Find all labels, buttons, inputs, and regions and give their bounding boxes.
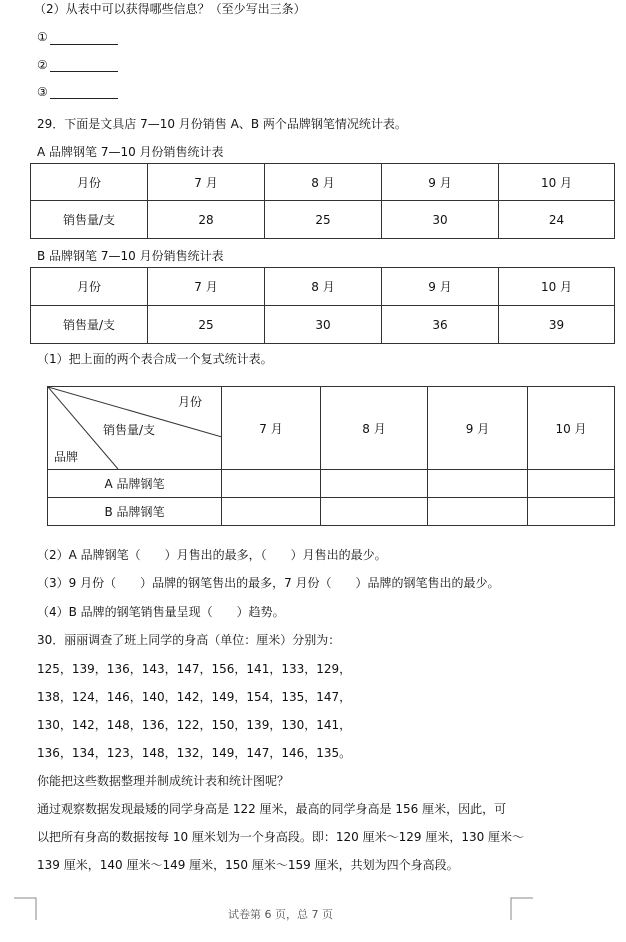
table-b-value-cell: 25 [148,306,265,344]
answer-marker-3: ③ [37,85,48,99]
height-data-line: 138，124，146，140，142，149，154，135，147， [37,690,352,704]
table-b-header-cell: 月份 [31,268,148,306]
compound-month-cell: 8 月 [321,387,428,470]
answer-line-3[interactable] [50,98,118,99]
corner-label-month: 月份 [178,395,203,409]
table-b-header-cell: 8 月 [265,268,382,306]
table-a-value-cell: 25 [265,201,382,239]
compound-empty-cell[interactable] [321,498,428,526]
table-a-header-cell: 月份 [31,164,148,201]
compound-empty-cell[interactable] [528,498,615,526]
table-b-title: B 品牌钢笔 7—10 月份销售统计表 [37,249,224,263]
compound-empty-cell[interactable] [428,498,528,526]
q28-sub2-prompt: （2）从表中可以获得哪些信息？（至少写出三条） [34,2,306,16]
q30-explain-line: 139 厘米，140 厘米～149 厘米，150 厘米～159 厘米，共划为四个身高段。 [37,858,459,872]
compound-empty-cell[interactable] [428,470,528,498]
table-b-row-label: 销售量/支 [31,306,148,344]
table-a-header-cell: 7 月 [148,164,265,201]
compound-empty-cell[interactable] [321,470,428,498]
table-b-header-row [31,268,615,306]
answer-line-1[interactable] [50,44,118,45]
page-number: 试卷第 6 页，总 7 页 [228,908,333,921]
answer-marker-2: ② [37,58,48,72]
height-data-line: 125，139，136，143，147，156，141，133，129， [37,662,352,676]
table-a-header-row [31,164,615,201]
table-a-title: A 品牌钢笔 7—10 月份销售统计表 [37,145,224,159]
q30-explain-line: 通过观察数据发现最矮的同学身高是 122 厘米，最高的同学身高是 156 厘米，因此，可 [37,802,507,816]
q29-sub2: （2）A 品牌钢笔（ ）月售出的最多，（ ）月售出的最少。 [37,548,387,562]
height-data-line: 136，134，123，148，132，149，147，146，135。 [37,746,352,760]
compound-row-label-b: B 品牌钢笔 [48,498,222,526]
q29-sub3: （3）9 月份（ ）品牌的钢笔售出的最多，7 月份（ ）品牌的钢笔售出的最少。 [37,576,500,590]
answer-marker-1: ① [37,30,48,44]
compound-month-cell: 10 月 [528,387,615,470]
table-b-data-row [31,306,615,344]
table-a-data-row [31,201,615,239]
corner-label-brand: 品牌 [54,450,79,464]
compound-month-cell: 7 月 [222,387,321,470]
compound-header-row [48,387,615,470]
table-a [30,163,615,239]
footer-corner-mark-right [509,896,533,920]
table-a-row-label: 销售量/支 [31,201,148,239]
q30-explain-line: 以把所有身高的数据按每 10 厘米划为一个身高段。即：120 厘米～129 厘米，130 厘米～ [37,830,525,844]
height-data-line: 130，142，148，136，122，150，139，130，141， [37,718,352,732]
table-b-value-cell: 30 [265,306,382,344]
compound-month-cell: 9 月 [428,387,528,470]
compound-row-b [48,498,615,526]
compound-empty-cell[interactable] [222,498,321,526]
footer-corner-mark-left [14,896,38,920]
table-b-value-cell: 39 [499,306,615,344]
compound-row-a [48,470,615,498]
compound-corner-cell [48,387,222,470]
table-a-header-cell: 8 月 [265,164,382,201]
table-a-value-cell: 24 [499,201,615,239]
q30-intro: 30．丽丽调查了班上同学的身高（单位：厘米）分别为： [37,633,341,647]
q30-question: 你能把这些数据整理并制成统计表和统计图呢？ [37,774,290,788]
table-b-value-cell: 36 [382,306,499,344]
table-a-value-cell: 28 [148,201,265,239]
table-b [30,267,615,344]
compound-empty-cell[interactable] [222,470,321,498]
table-a-header-cell: 10 月 [499,164,615,201]
compound-empty-cell[interactable] [528,470,615,498]
table-a-value-cell: 30 [382,201,499,239]
answer-line-2[interactable] [50,71,118,72]
q29-sub4: （4）B 品牌的钢笔销售量呈现（ ）趋势。 [37,605,285,619]
table-b-header-cell: 10 月 [499,268,615,306]
q29-sub1: （1）把上面的两个表合成一个复式统计表。 [37,352,273,366]
compound-table [47,386,615,526]
table-b-header-cell: 7 月 [148,268,265,306]
q29-intro: 29．下面是文具店 7—10 月份销售 A、B 两个品牌钢笔情况统计表。 [37,117,407,131]
table-b-header-cell: 9 月 [382,268,499,306]
table-a-header-cell: 9 月 [382,164,499,201]
compound-row-label-a: A 品牌钢笔 [48,470,222,498]
corner-label-sales: 销售量/支 [103,423,156,437]
